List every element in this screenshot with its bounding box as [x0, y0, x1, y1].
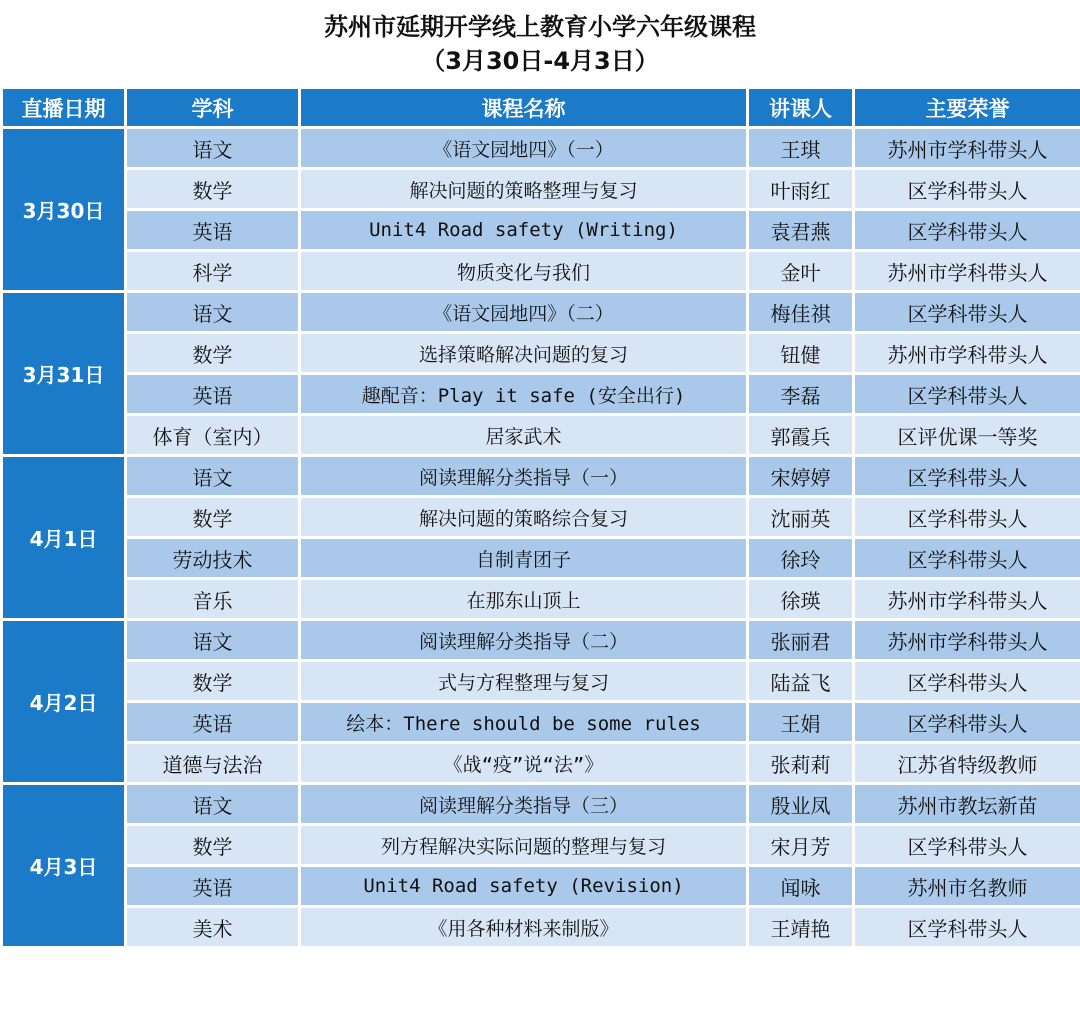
table-row: [2, 579, 1080, 620]
honor-cell: 区学科带头人: [854, 538, 1080, 579]
course-cell: 在那东山顶上: [300, 579, 748, 620]
subject-cell: 劳动技术: [126, 538, 300, 579]
title-line-2: （3月30日-4月3日）: [421, 47, 659, 75]
table-row: [2, 743, 1080, 784]
teacher-cell: 殷业凤: [748, 784, 854, 825]
honor-cell: 区学科带头人: [854, 210, 1080, 251]
subject-cell: 语文: [126, 784, 300, 825]
honor-cell: 区评优课一等奖: [854, 415, 1080, 456]
course-cell: Unit4 Road safety (Revision): [300, 866, 748, 907]
course-cell: 阅读理解分类指导（一）: [300, 456, 748, 497]
subject-cell: 语文: [126, 128, 300, 169]
table-row: [2, 210, 1080, 251]
date-cell: 3月31日: [2, 292, 126, 456]
course-cell: Unit4 Road safety (Writing): [300, 210, 748, 251]
table-row: [2, 702, 1080, 743]
subject-cell: 数学: [126, 497, 300, 538]
table-row: [2, 866, 1080, 907]
honor-cell: 江苏省特级教师: [854, 743, 1080, 784]
honor-cell: 苏州市学科带头人: [854, 333, 1080, 374]
table-row: [2, 415, 1080, 456]
table-row: [2, 784, 1080, 825]
course-cell: 《战“疫”说“法”》: [300, 743, 748, 784]
honor-cell: 苏州市学科带头人: [854, 579, 1080, 620]
course-cell: 《用各种材料来制版》: [300, 907, 748, 948]
teacher-cell: 钮健: [748, 333, 854, 374]
header-subject: 学科: [126, 88, 300, 128]
course-cell: 阅读理解分类指导（二）: [300, 620, 748, 661]
table-row: [2, 538, 1080, 579]
subject-cell: 美术: [126, 907, 300, 948]
teacher-cell: 闻咏: [748, 866, 854, 907]
date-cell: 4月3日: [2, 784, 126, 948]
course-cell: 列方程解决实际问题的整理与复习: [300, 825, 748, 866]
honor-cell: 区学科带头人: [854, 661, 1080, 702]
honor-cell: 苏州市学科带头人: [854, 620, 1080, 661]
course-cell: 《语文园地四》（二）: [300, 292, 748, 333]
course-cell: 解决问题的策略整理与复习: [300, 169, 748, 210]
date-cell: 4月2日: [2, 620, 126, 784]
subject-cell: 体育（室内）: [126, 415, 300, 456]
title-line-1: 苏州市延期开学线上教育小学六年级课程: [324, 13, 756, 41]
course-cell: 阅读理解分类指导（三）: [300, 784, 748, 825]
course-cell: 绘本：There should be some rules: [300, 702, 748, 743]
subject-cell: 语文: [126, 292, 300, 333]
teacher-cell: 宋婷婷: [748, 456, 854, 497]
table-row: [2, 251, 1080, 292]
table-row: [2, 907, 1080, 948]
teacher-cell: 金叶: [748, 251, 854, 292]
honor-cell: 区学科带头人: [854, 456, 1080, 497]
table-row: [2, 169, 1080, 210]
course-cell: 物质变化与我们: [300, 251, 748, 292]
header-honor: 主要荣誉: [854, 88, 1080, 128]
table-row: [2, 374, 1080, 415]
teacher-cell: 梅佳祺: [748, 292, 854, 333]
table-row: [2, 620, 1080, 661]
subject-cell: 数学: [126, 661, 300, 702]
teacher-cell: 张莉莉: [748, 743, 854, 784]
subject-cell: 数学: [126, 825, 300, 866]
teacher-cell: 袁君燕: [748, 210, 854, 251]
honor-cell: 苏州市名教师: [854, 866, 1080, 907]
course-cell: 《语文园地四》（一）: [300, 128, 748, 169]
page-title: [0, 0, 1080, 86]
honor-cell: 区学科带头人: [854, 825, 1080, 866]
subject-cell: 科学: [126, 251, 300, 292]
teacher-cell: 张丽君: [748, 620, 854, 661]
date-cell: 4月1日: [2, 456, 126, 620]
subject-cell: 语文: [126, 456, 300, 497]
subject-cell: 音乐: [126, 579, 300, 620]
teacher-cell: 李磊: [748, 374, 854, 415]
honor-cell: 区学科带头人: [854, 702, 1080, 743]
date-cell: 3月30日: [2, 128, 126, 292]
table-row: [2, 661, 1080, 702]
honor-cell: 区学科带头人: [854, 169, 1080, 210]
teacher-cell: 宋月芳: [748, 825, 854, 866]
honor-cell: 苏州市学科带头人: [854, 128, 1080, 169]
subject-cell: 英语: [126, 210, 300, 251]
teacher-cell: 王靖艳: [748, 907, 854, 948]
course-cell: 解决问题的策略综合复习: [300, 497, 748, 538]
subject-cell: 数学: [126, 169, 300, 210]
schedule-table: [0, 86, 1080, 949]
schedule-body: [2, 128, 1080, 948]
subject-cell: 英语: [126, 866, 300, 907]
course-cell: 选择策略解决问题的复习: [300, 333, 748, 374]
teacher-cell: 徐玲: [748, 538, 854, 579]
table-row: [2, 456, 1080, 497]
table-row: [2, 497, 1080, 538]
teacher-cell: 徐瑛: [748, 579, 854, 620]
table-row: [2, 333, 1080, 374]
subject-cell: 数学: [126, 333, 300, 374]
teacher-cell: 陆益飞: [748, 661, 854, 702]
header-date: 直播日期: [2, 88, 126, 128]
teacher-cell: 王琪: [748, 128, 854, 169]
table-row: [2, 292, 1080, 333]
header-course: 课程名称: [300, 88, 748, 128]
subject-cell: 道德与法治: [126, 743, 300, 784]
teacher-cell: 王娟: [748, 702, 854, 743]
honor-cell: 区学科带头人: [854, 907, 1080, 948]
subject-cell: 英语: [126, 374, 300, 415]
course-cell: 趣配音：Play it safe (安全出行): [300, 374, 748, 415]
course-cell: 式与方程整理与复习: [300, 661, 748, 702]
honor-cell: 区学科带头人: [854, 374, 1080, 415]
course-cell: 自制青团子: [300, 538, 748, 579]
honor-cell: 苏州市学科带头人: [854, 251, 1080, 292]
teacher-cell: 沈丽英: [748, 497, 854, 538]
subject-cell: 语文: [126, 620, 300, 661]
table-row: [2, 825, 1080, 866]
honor-cell: 区学科带头人: [854, 292, 1080, 333]
course-cell: 居家武术: [300, 415, 748, 456]
honor-cell: 区学科带头人: [854, 497, 1080, 538]
subject-cell: 英语: [126, 702, 300, 743]
header-row: [2, 88, 1080, 128]
honor-cell: 苏州市教坛新苗: [854, 784, 1080, 825]
teacher-cell: 郭霞兵: [748, 415, 854, 456]
teacher-cell: 叶雨红: [748, 169, 854, 210]
table-row: [2, 128, 1080, 169]
header-teacher: 讲课人: [748, 88, 854, 128]
